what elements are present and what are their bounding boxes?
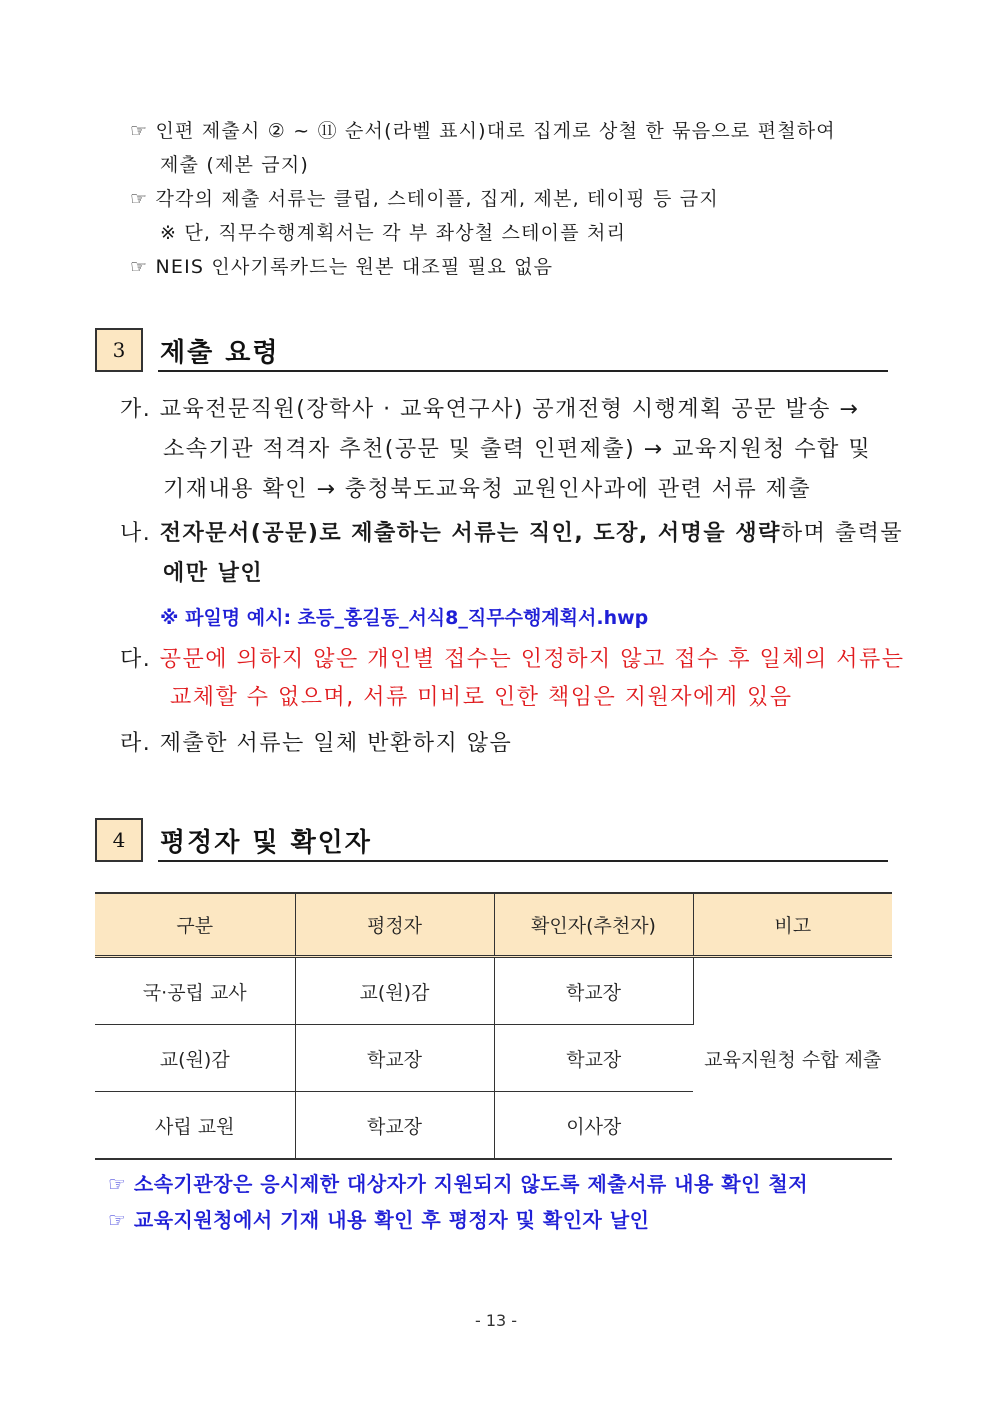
- footnote-seal: ☞ 교육지원청에서 기재 내용 확인 후 평정자 및 확인자 날인: [108, 1208, 650, 1232]
- note-neis-card: ☞ NEIS 인사기록카드는 원본 대조필 필요 없음: [130, 256, 554, 278]
- evaluator-table: [95, 892, 892, 1160]
- note-intake-order-cont: 제출 (제본 금지): [160, 154, 310, 176]
- section-3-title: 제출 요령: [160, 338, 280, 368]
- hand-pointer-icon: ☞: [108, 1172, 127, 1196]
- cell-confirmer: 학교장: [494, 957, 693, 1025]
- cell-remark: 교육지원청 수합 제출: [693, 957, 892, 1160]
- cell-confirmer: 이사장: [494, 1092, 693, 1160]
- item-ga-line3: 기재내용 확인 → 충청북도교육청 교원인사과에 관련 서류 제출: [163, 477, 812, 502]
- item-ga-line2: 소속기관 적격자 추천(공문 및 출력 인편제출) → 교육지원청 수합 및: [163, 437, 872, 462]
- item-da: 다. 공문에 의하지 않은 개인별 접수는 인정하지 않고 접수 후 일체의 서류는: [120, 647, 905, 672]
- table-row: [95, 957, 892, 1025]
- section-3-rule: [158, 370, 888, 372]
- cell-evaluator: 학교장: [295, 1092, 494, 1160]
- header-category: 구분: [95, 893, 295, 957]
- cell-category: 사립 교원: [95, 1092, 295, 1160]
- item-na: 나. 전자문서(공문)로 제출하는 서류는 직인, 도장, 서명을 생략하며 출력물: [120, 521, 904, 546]
- filename-example: ※ 파일명 예시: 초등_홍길동_서식8_직무수행계획서.hwp: [160, 607, 649, 629]
- note-binding-ban: ☞ 각각의 제출 서류는 클립, 스테이플, 집게, 제본, 테이핑 등 금지: [130, 188, 719, 210]
- cell-category: 국·공립 교사: [95, 957, 295, 1025]
- section-4-number: 4: [95, 818, 143, 862]
- note-intake-order: ☞ 인편 제출시 ② ~ ⑪ 순서(라벨 표시)대로 집게로 상철 한 묶음으로 편철하여: [130, 120, 836, 142]
- item-ra: 라. 제출한 서류는 일체 반환하지 않음: [120, 731, 513, 756]
- section-4-rule: [158, 860, 888, 862]
- hand-pointer-icon: ☞: [130, 188, 149, 210]
- footnote-check: ☞ 소속기관장은 응시제한 대상자가 지원되지 않도록 제출서류 내용 확인 철저: [108, 1172, 809, 1196]
- hand-pointer-icon: ☞: [130, 256, 149, 278]
- cell-category: 교(원)감: [95, 1025, 295, 1092]
- item-ga: 가. 교육전문직원(장학사 · 교육연구사) 공개전형 시행계획 공문 발송 →: [120, 397, 860, 422]
- table-header-row: [95, 893, 892, 957]
- header-remark: 비고: [693, 893, 892, 957]
- note-binding-exception: ※ 단, 직무수행계획서는 각 부 좌상철 스테이플 처리: [160, 222, 627, 244]
- hand-pointer-icon: ☞: [130, 120, 149, 142]
- section-4-title: 평정자 및 확인자: [160, 828, 372, 858]
- item-da-line2: 교체할 수 없으며, 서류 미비로 인한 책임은 지원자에게 있음: [170, 685, 793, 710]
- hand-pointer-icon: ☞: [108, 1208, 127, 1232]
- page-number: - 13 -: [474, 1311, 518, 1330]
- section-3-number: 3: [95, 328, 143, 372]
- item-na-line2: 에만 날인: [163, 561, 264, 586]
- header-evaluator: 평정자: [295, 893, 494, 957]
- header-confirmer: 확인자(추천자): [494, 893, 693, 957]
- cell-evaluator: 교(원)감: [295, 957, 494, 1025]
- cell-evaluator: 학교장: [295, 1025, 494, 1092]
- cell-confirmer: 학교장: [494, 1025, 693, 1092]
